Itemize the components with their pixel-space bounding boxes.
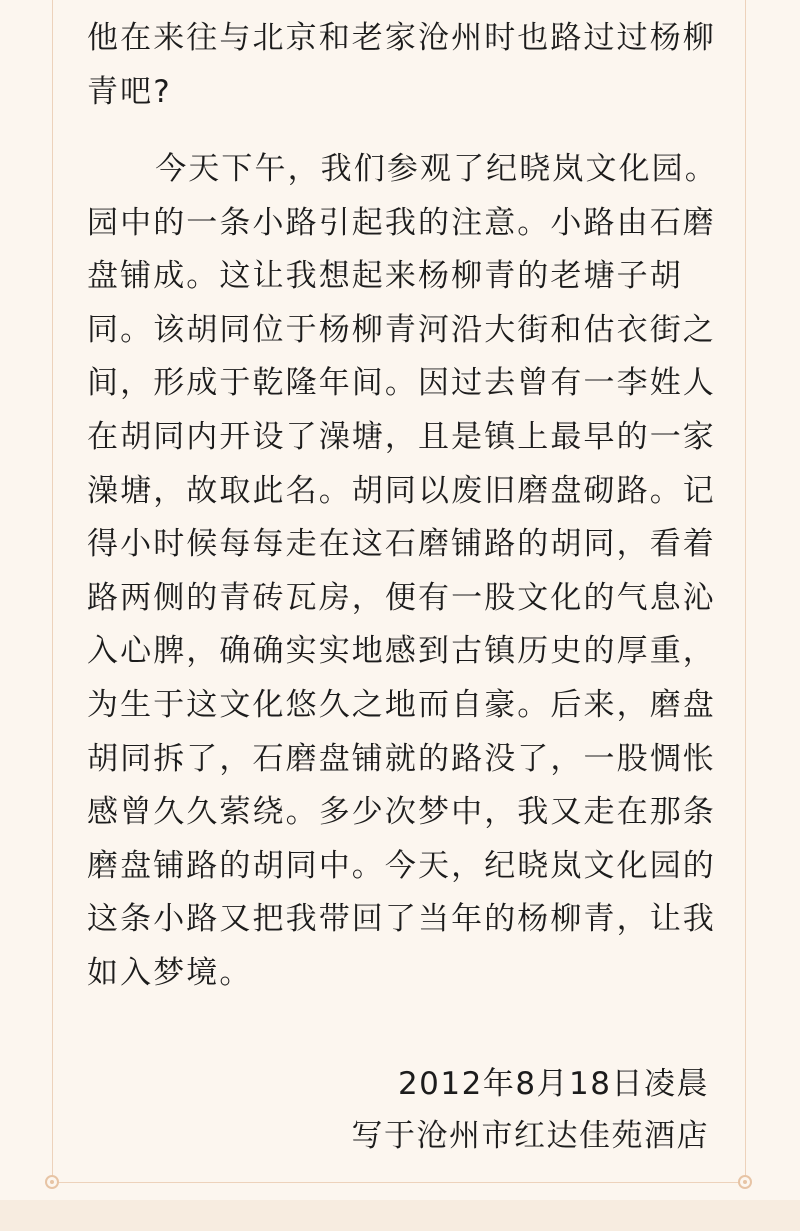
signature-place: 写于沧州市红达佳苑酒店 — [351, 1118, 709, 1154]
article-paragraph: 今天下午，我们参观了纪晓岚文化园。园中的一条小路引起我的注意。小路由石磨盘铺成。这让我想起来杨柳青的老塘子胡同。该胡同位于杨柳青河沿大街和估衣街之间，形成于乾隆年间。因过去曾有一李姓人在胡同内开设了澡塘，且是镇上最早的一家澡塘，故取此名。胡同以废旧磨盘砌路。记得小时候每每走在这石磨铺路的胡同，看着路两侧的青砖瓦房，便有一股文化的气息沁入心脾，确确实实地感到古镇历史的厚重，为生于这文化悠久之地而自豪。后来，磨盘胡同拆了，石磨盘铺就的路没了，一股惆怅感曾久久萦绕。多少次梦中，我又走在那条磨盘铺路的胡同中。今天，纪晓岚文化园的这条小路又把我带回了当年的杨柳青，让我如入梦境。 — [87, 151, 718, 991]
signature-date: 2012年8月18日凌晨 — [397, 1066, 709, 1102]
corner-ornament-icon — [738, 1175, 752, 1189]
signature-block — [352, 1058, 710, 1162]
decorative-border-left — [52, 0, 53, 1182]
article-paragraph: 他在来往与北京和老家沧州时也路过过杨柳青吧? — [87, 20, 716, 110]
article-body — [87, 12, 727, 1001]
decorative-border-right — [745, 0, 746, 1182]
bottom-strip — [0, 1200, 800, 1231]
corner-ornament-icon — [45, 1175, 59, 1189]
decorative-border-bottom — [52, 1182, 745, 1183]
